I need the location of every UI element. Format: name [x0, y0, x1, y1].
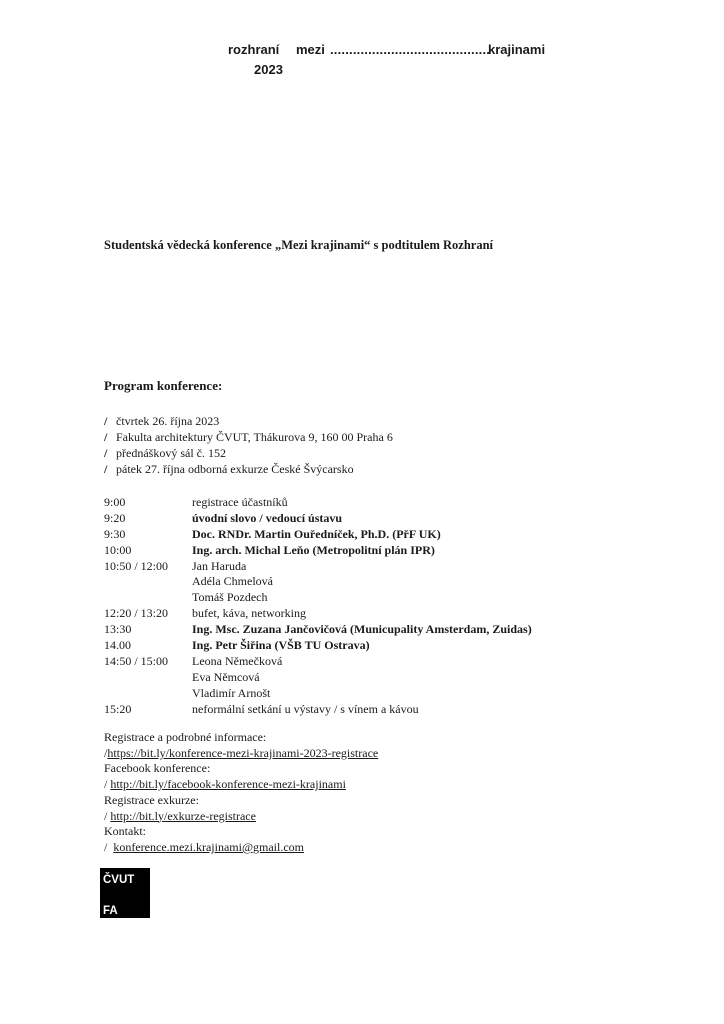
excursion-link[interactable]: http://bit.ly/exkurze-registrace — [110, 808, 256, 823]
contact-line: / konference.mezi.krajinami@gmail.com — [104, 839, 304, 854]
logo-line-fa: FA — [103, 905, 118, 917]
schedule-description: úvodní slovo / vedoucí ústavu — [192, 510, 343, 525]
schedule-time: 9:00 — [104, 495, 126, 509]
schedule-row — [104, 686, 532, 702]
schedule-row — [104, 543, 532, 559]
schedule-row — [104, 670, 532, 686]
schedule-description: Doc. RNDr. Martin Ouředníček, Ph.D. (PřF UK) — [192, 526, 441, 541]
schedule-description: Adéla Chmelová — [192, 574, 273, 589]
schedule-time: 9:20 — [104, 510, 126, 525]
schedule-time — [104, 686, 192, 702]
schedule-time: 15:20 — [104, 701, 132, 716]
schedule-description: registrace účastníků — [192, 495, 288, 509]
header-word-krajinami: krajinami — [488, 42, 546, 57]
schedule-description: Ing. Petr Šiřina (VŠB TU Ostrava) — [192, 638, 370, 653]
schedule-description: Tomáš Pozdech — [192, 590, 268, 605]
schedule-description: neformální setkání u výstavy / s vínem a kávou — [192, 701, 419, 716]
schedule-description: Eva Němcová — [192, 669, 260, 684]
contact-email-link[interactable]: konference.mezi.krajinami@gmail.com — [113, 839, 304, 854]
schedule-row — [104, 590, 532, 606]
cvut-fa-logo — [100, 868, 150, 918]
schedule-time: 14.00 — [104, 638, 131, 653]
program-heading: Program konference: — [104, 378, 223, 393]
schedule-time: 12:20 / 13:20 — [104, 606, 169, 621]
schedule-description: Vladimír Arnošt — [192, 685, 271, 700]
schedule-time: 14:50 / 15:00 — [104, 653, 169, 668]
facebook-link[interactable]: http://bit.ly/facebook-konference-mezi-krajinami — [110, 777, 346, 792]
header-year: 2023 — [254, 62, 283, 77]
links-section — [104, 730, 378, 856]
schedule-time — [104, 670, 192, 686]
contact-label: Kontakt: — [104, 824, 146, 839]
schedule-time: 10:50 / 12:00 — [104, 558, 169, 573]
schedule-row — [104, 622, 532, 638]
registration-link[interactable]: https://bit.ly/konference-mezi-krajinami-2023-registrace — [107, 745, 379, 760]
schedule-time: 13:30 — [104, 622, 132, 637]
schedule-time: 9:30 — [104, 526, 126, 541]
excursion-line: / http://bit.ly/exkurze-registrace — [104, 808, 256, 823]
schedule-table — [104, 495, 532, 717]
excursion-label: Registrace exkurze: — [104, 792, 199, 807]
schedule-row — [104, 574, 532, 590]
schedule-description: bufet, káva, networking — [192, 606, 306, 621]
schedule-row — [104, 654, 532, 670]
header-word-rozhrani: rozhraní — [228, 42, 280, 57]
schedule-time — [104, 590, 192, 606]
schedule-row — [104, 638, 532, 654]
schedule-description: Ing. Msc. Zuzana Jančovičová (Municupality Amsterdam, Zuidas) — [192, 622, 532, 637]
schedule-row — [104, 702, 532, 718]
schedule-row — [104, 527, 532, 543]
facebook-label: Facebook konference: — [104, 761, 211, 776]
conference-title: Studentská vědecká konference „Mezi krajinami“ s podtitulem Rozhraní — [104, 238, 493, 252]
schedule-time — [104, 574, 192, 590]
info-line-venue: / Fakulta architektury ČVUT, Thákurova 9, 160 00 Praha 6 — [104, 430, 393, 444]
schedule-row — [104, 495, 532, 511]
registration-label: Registrace a podrobné informace: — [104, 730, 267, 744]
schedule-time: 10:00 — [104, 542, 132, 557]
schedule-row — [104, 559, 532, 575]
schedule-description: Ing. arch. Michal Leňo (Metropolitní plán IPR) — [192, 542, 435, 557]
schedule-row — [104, 606, 532, 622]
schedule-description: Jan Haruda — [192, 558, 247, 573]
registration-line: /https://bit.ly/konference-mezi-krajinami-2023-registrace — [104, 745, 379, 760]
header-dots: .......................................... — [330, 42, 491, 57]
info-line-excursion: / pátek 27. října odborná exkurze České Švýcarsko — [104, 462, 354, 476]
info-line-date: / čtvrtek 26. října 2023 — [104, 414, 220, 428]
schedule-row — [104, 511, 532, 527]
header-word-mezi: mezi — [296, 42, 325, 57]
logo-line-cvut: ČVUT — [103, 874, 135, 886]
info-line-room: / přednáškový sál č. 152 — [104, 446, 226, 460]
schedule-description: Leona Němečková — [192, 653, 283, 668]
facebook-line: / http://bit.ly/facebook-konference-mezi-krajinami — [104, 777, 346, 792]
